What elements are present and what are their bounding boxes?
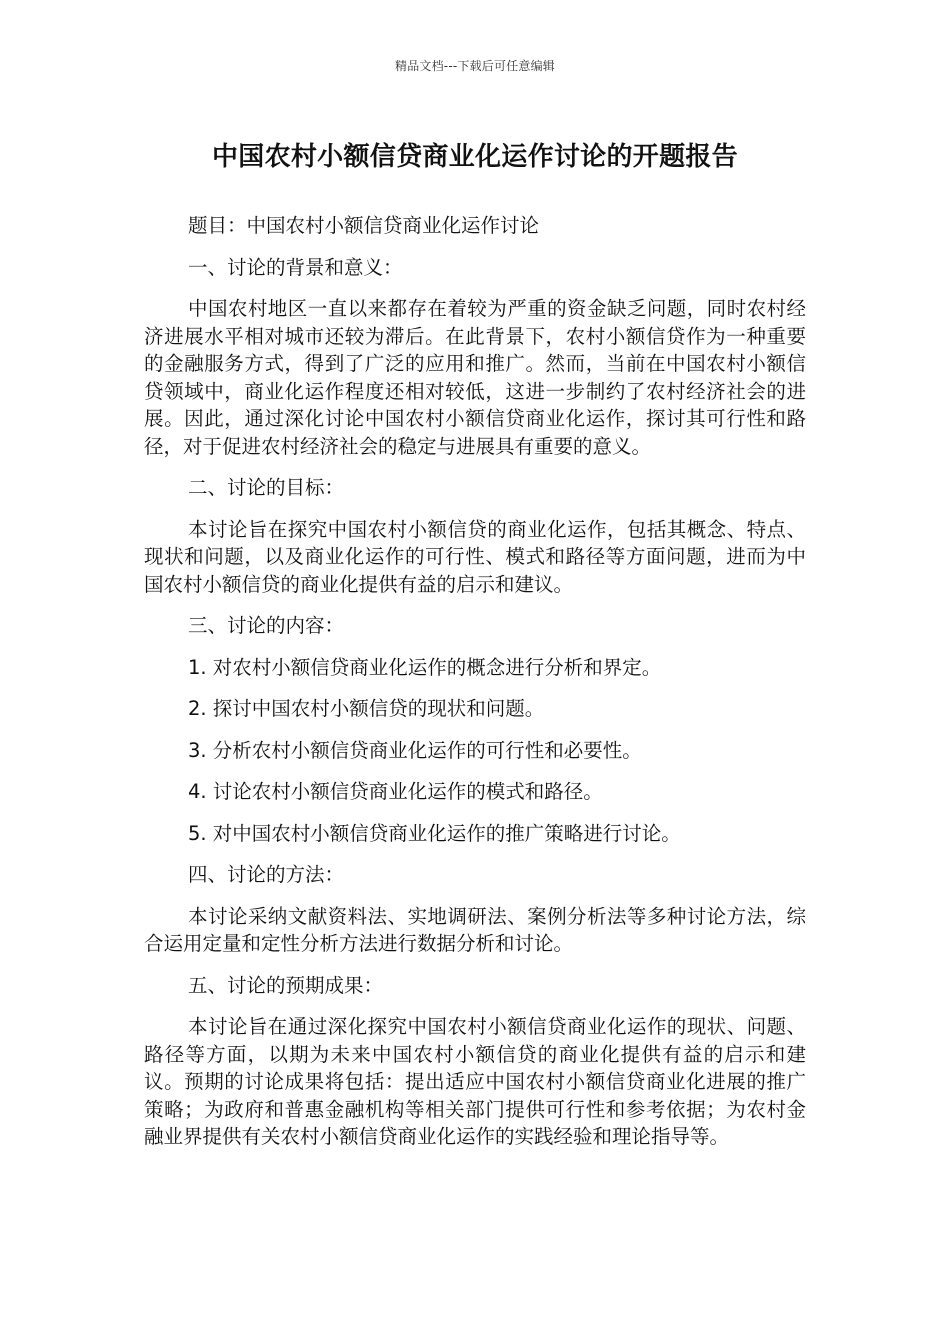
content-list-item: 5. 对中国农村小额信贷商业化运作的推广策略进行讨论。 xyxy=(188,821,681,845)
section-heading-outcomes: 五、讨论的预期成果： xyxy=(188,973,384,997)
content-list-item: 2. 探讨中国农村小额信贷的现状和问题。 xyxy=(188,697,545,720)
section-body-objectives: 本讨论旨在探究中国农村小额信贷的商业化运作，包括其概念、特点、现状和问题，以及商业化运作的可行性、模式和路径等方面问题，进而为中国农村小额信贷的商业化提供有益的启示和建议。 xyxy=(144,517,806,596)
content-list-item: 1. 对农村小额信贷商业化运作的概念进行分析和界定。 xyxy=(188,655,662,679)
section-body-outcomes: 本讨论旨在通过深化探究中国农村小额信贷商业化运作的现状、问题、路径等方面，以期为未来中国农村小额信贷的商业化提供有益的启示和建议。预期的讨论成果将包括：提出适应中国农村小额信贷商业化进展的推广策略；为政府和普惠金融机构等相关部门提供可行性和参考依据；为农村金融业界提供有关农村小额信贷商业化运作的实践经验和理论指导等。 xyxy=(144,1015,806,1148)
document-body xyxy=(144,212,806,1151)
content-list-item: 3. 分析农村小额信贷商业化运作的可行性和必要性。 xyxy=(188,738,642,762)
section-heading-methods: 四、讨论的方法： xyxy=(188,863,345,886)
content-list-item: 4. 讨论农村小额信贷商业化运作的模式和路径。 xyxy=(188,780,603,803)
section-heading-content: 三、讨论的内容： xyxy=(188,614,345,637)
page-header: 精品文档---下载后可任意编辑 xyxy=(395,59,555,73)
section-body-background: 中国农村地区一直以来都存在着较为严重的资金缺乏问题，同时农村经济进展水平相对城市还较为滞后。在此背景下，农村小额信贷作为一种重要的金融服务方式，得到了广泛的应用和推广。然而，当前在中国农村小额信贷领域中，商业化运作程度还相对较低，这进一步制约了农村经济社会的进展。因此，通过深化讨论中国农村小额信贷商业化运作，探讨其可行性和路径，对于促进农村经济社会的稳定与进展具有重要的意义。 xyxy=(144,297,806,458)
section-body-methods: 本讨论采纳文献资料法、实地调研法、案例分析法等多种讨论方法，综合运用定量和定性分析方法进行数据分析和讨论。 xyxy=(144,904,806,955)
topic-line: 题目：中国农村小额信贷商业化运作讨论 xyxy=(188,214,540,237)
document-title: 中国农村小额信贷商业化运作讨论的开题报告 xyxy=(211,142,738,172)
section-heading-background: 一、讨论的背景和意义： xyxy=(188,255,403,279)
section-heading-objectives: 二、讨论的目标： xyxy=(188,476,345,499)
